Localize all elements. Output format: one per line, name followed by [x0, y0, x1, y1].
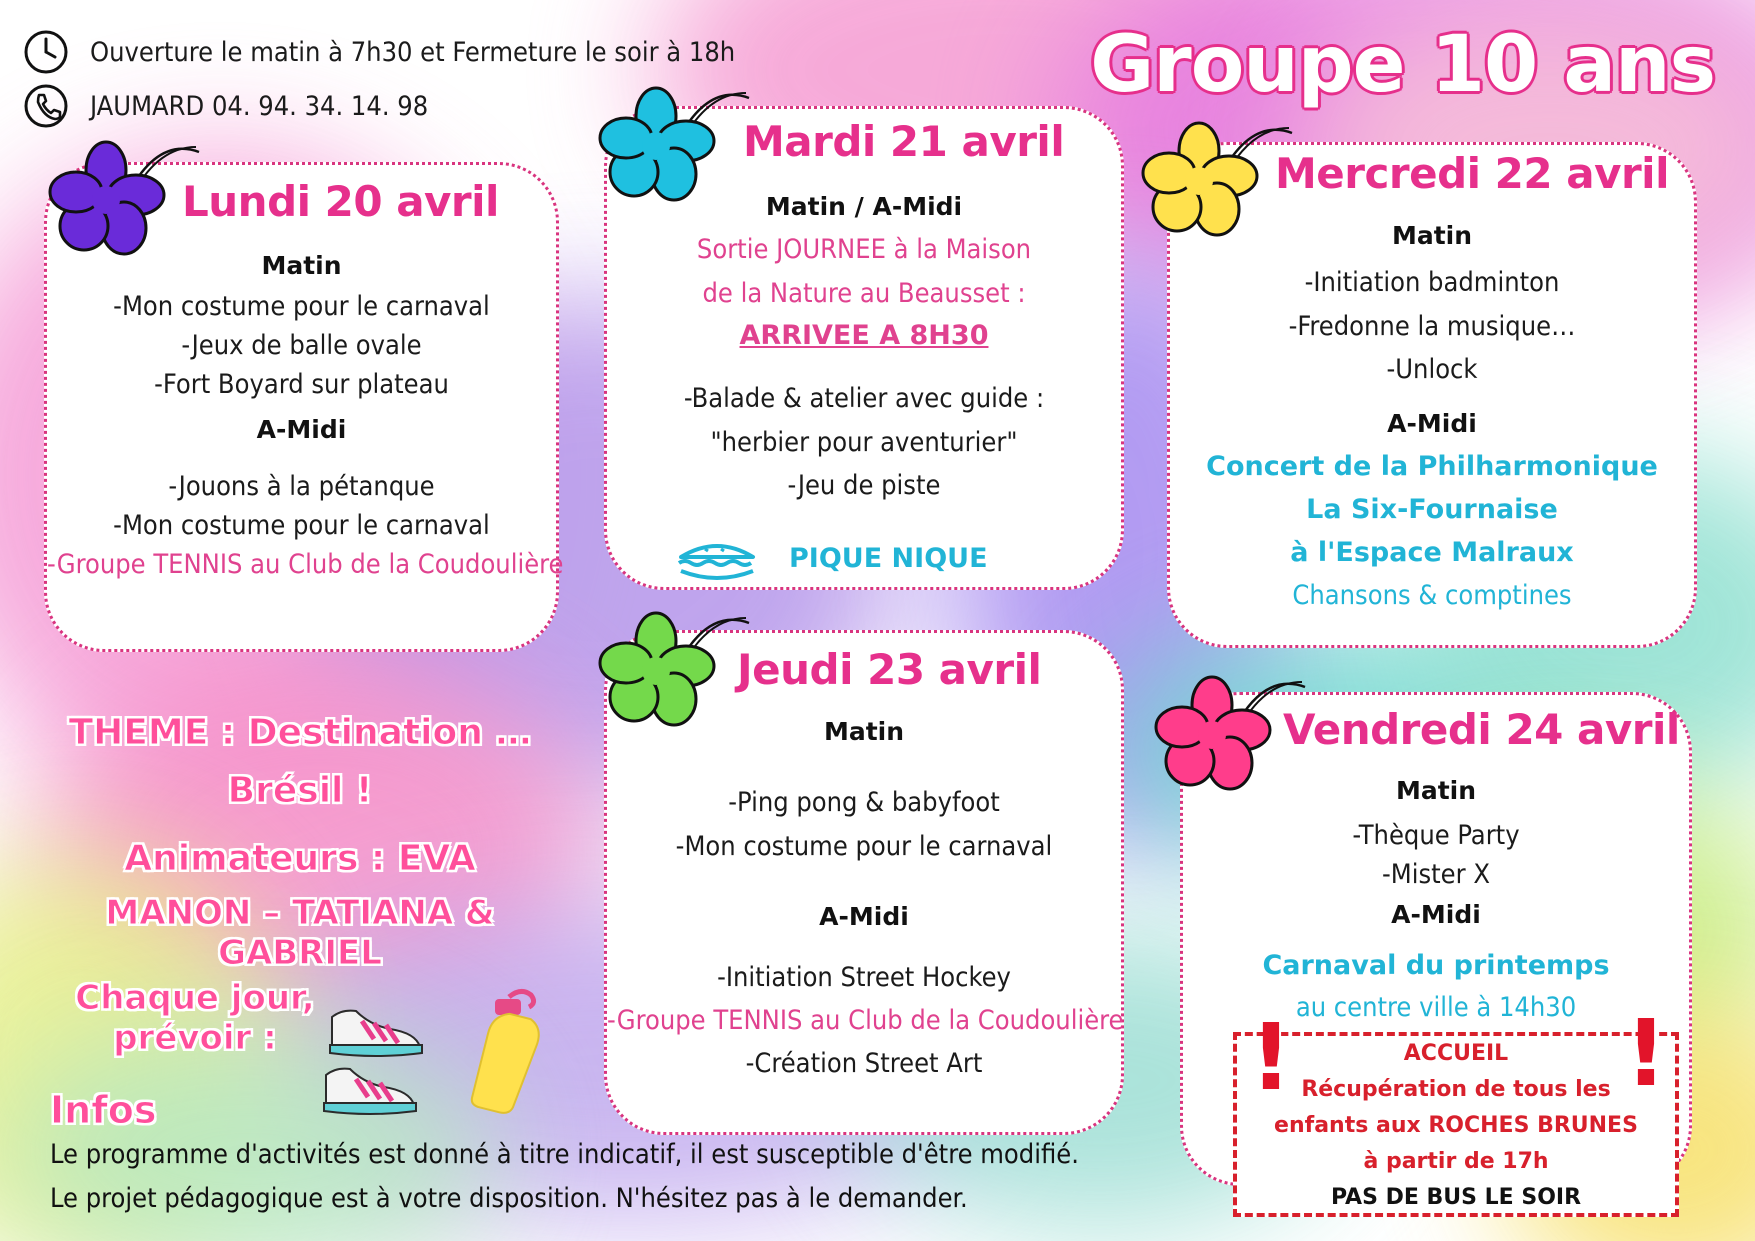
- picnic-label: PIQUE NIQUE: [789, 543, 988, 574]
- concert-line: Concert de la Philharmonique: [1206, 451, 1658, 482]
- day-label: Matin / A-Midi: [765, 192, 963, 221]
- activity: -Création Street Art: [745, 1048, 983, 1079]
- page-title: Groupe 10 ans: [1090, 20, 1715, 110]
- clock-icon: [22, 28, 70, 76]
- flower-icon-pink: [1150, 667, 1320, 797]
- opening-hours-text: Ouverture le matin à 7h30 et Fermeture le soir à 18h: [90, 36, 736, 68]
- activity: -Mon costume pour le carnaval: [675, 831, 1053, 862]
- animators-names: MANON – TATIANA & GABRIEL: [105, 893, 495, 973]
- flower-icon-green: [594, 603, 764, 733]
- flower-icon-blue: [594, 78, 764, 208]
- bring-line: prévoir :: [113, 1018, 277, 1058]
- morning-label: Matin: [261, 251, 342, 280]
- day-title-lundi: Lundi 20 avril: [182, 177, 499, 226]
- day-title-mercredi: Mercredi 22 avril: [1275, 149, 1669, 198]
- outing-line: Sortie JOURNEE à la Maison: [696, 234, 1032, 265]
- tennis-activity: -Groupe TENNIS au Club de la Coudoulière: [47, 549, 564, 580]
- infos-title: Infos: [50, 1088, 157, 1132]
- opening-hours: [22, 28, 735, 76]
- infos-line: Le programme d'activités est donné à titre indicatif, il est susceptible d'être modifié.: [50, 1139, 1079, 1170]
- accueil-line: Récupération de tous les: [1301, 1077, 1611, 1102]
- activity: -Fredonne la musique…: [1288, 311, 1576, 342]
- afternoon-label: A-Midi: [819, 902, 909, 931]
- activity: -Jeu de piste: [787, 470, 941, 501]
- bring-line: Chaque jour,: [75, 978, 315, 1018]
- morning-label: Matin: [1391, 221, 1473, 250]
- phone-line: [22, 82, 428, 130]
- exclamation-icon: !: [1250, 1004, 1292, 1111]
- phone-text: JAUMARD 04. 94. 34. 14. 98: [90, 90, 429, 122]
- activity: -Mon costume pour le carnaval: [113, 291, 490, 322]
- arrival-time: ARRIVEE A 8H30: [739, 320, 989, 351]
- phone-icon: [22, 82, 70, 130]
- flower-icon-yellow: [1137, 113, 1307, 243]
- activity: -Jouons à la pétanque: [168, 471, 435, 502]
- accueil-title: ACCUEIL: [1403, 1041, 1509, 1066]
- sandwich-icon: [675, 539, 759, 581]
- outing-line: de la Nature au Beausset :: [702, 278, 1026, 309]
- tennis-activity: -Groupe TENNIS au Club de la Coudoulière: [607, 1005, 1124, 1036]
- no-bus-line: PAS DE BUS LE SOIR: [1330, 1185, 1582, 1210]
- activity: -Ping pong & babyfoot: [728, 787, 1000, 818]
- afternoon-label: A-Midi: [1387, 409, 1477, 438]
- accueil-line: à partir de 17h: [1363, 1149, 1549, 1174]
- accueil-notice: [1233, 1032, 1679, 1217]
- day-title-vendredi: Vendredi 24 avril: [1283, 705, 1680, 754]
- concert-line: La Six-Fournaise: [1306, 494, 1558, 525]
- afternoon-label: A-Midi: [1391, 900, 1481, 929]
- afternoon-label: A-Midi: [256, 415, 347, 444]
- flower-icon-purple: [44, 132, 214, 262]
- exclamation-icon: !: [1625, 1000, 1667, 1107]
- morning-label: Matin: [823, 717, 905, 746]
- accueil-line: enfants aux ROCHES BRUNES: [1274, 1113, 1638, 1138]
- sneakers-icon: [322, 995, 462, 1120]
- concert-line: à l'Espace Malraux: [1290, 537, 1574, 568]
- morning-label: Matin: [1395, 776, 1477, 805]
- infos-line: Le projet pédagogique est à votre disposition. N'hésitez pas à le demander.: [50, 1183, 968, 1214]
- carnival-title: Carnaval du printemps: [1262, 950, 1610, 981]
- day-title-jeudi: Jeudi 23 avril: [737, 645, 1042, 694]
- activity: -Balade & atelier avec guide :: [683, 383, 1045, 414]
- songs-line: Chansons & comptines: [1292, 580, 1572, 611]
- activity: -Jeux de balle ovale: [181, 330, 422, 361]
- activity: -Unlock: [1386, 354, 1478, 385]
- theme-line: THEME : Destination …: [68, 712, 532, 753]
- activity: -Fort Boyard sur plateau: [154, 369, 449, 400]
- activity: -Initiation Street Hockey: [717, 962, 1011, 993]
- theme-destination: Brésil !: [227, 770, 373, 811]
- activity: -Thèque Party: [1352, 820, 1520, 851]
- animators-line: Animateurs : EVA: [124, 838, 476, 879]
- day-title-mardi: Mardi 21 avril: [743, 117, 1065, 166]
- activity: -Initiation badminton: [1304, 267, 1560, 298]
- activity: -Mister X: [1382, 859, 1490, 890]
- water-bottle-icon: [465, 985, 555, 1120]
- activity: "herbier pour aventurier": [710, 427, 1018, 458]
- carnival-place: au centre ville à 14h30: [1295, 992, 1577, 1023]
- activity: -Mon costume pour le carnaval: [113, 510, 490, 541]
